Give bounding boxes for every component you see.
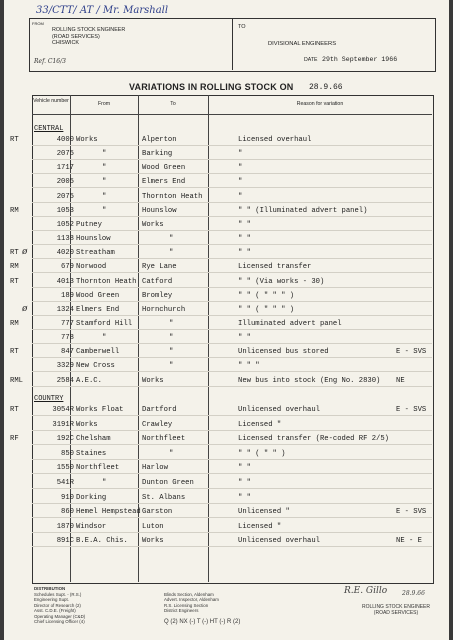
cell-reason: " " (238, 334, 251, 343)
cell-to: Works (142, 220, 164, 229)
cell-reason: " " ( " " ) (238, 449, 286, 458)
cell-from: Windsor (76, 522, 107, 531)
cell-reason: " " ( " " " ) (238, 305, 295, 314)
cell-num: 850 (61, 449, 74, 458)
cell-reason: " (238, 164, 243, 173)
distribution-list-secondary: Blinds Section, Aldenham Advert. Inspector, Aldenham R.S. Licensing Section District Engineers (164, 592, 219, 614)
cell-reason: Licensed " (238, 522, 282, 531)
cell-from: " (102, 334, 107, 343)
cell-num: 4013 (56, 277, 74, 286)
col-vehicle-number: Vehicle number (33, 98, 69, 104)
cell-reason: " " (238, 464, 251, 473)
cell-num: 3191R (52, 420, 74, 429)
cell-to: Luton (142, 522, 164, 531)
cell-num: 1550 (56, 464, 74, 473)
cell-code: RF (10, 435, 19, 444)
cell-reason: " (238, 150, 243, 159)
cell-num: 910 (61, 493, 74, 502)
cell-from: " (102, 479, 107, 487)
cell-from: Hounslow (76, 235, 111, 244)
cell-code: RM (10, 319, 19, 328)
cell-reason: " " (238, 479, 251, 487)
cell-to: Northfleet (142, 435, 186, 444)
cell-to: Harlow (142, 464, 168, 473)
cell-right: NE (396, 376, 405, 385)
signature-date: 28.9.66 (402, 590, 425, 597)
cell-to: " (169, 319, 174, 328)
cell-to: Crawley (142, 420, 173, 429)
col-from: From (97, 101, 111, 107)
cell-reason: Illuminated advert panel (238, 319, 342, 328)
cell-num: 1052 (56, 220, 74, 229)
cell-from: Thornton Heath (76, 277, 137, 286)
signoff-block: ROLLING STOCK ENGINEER (ROAD SERVICES) (362, 604, 430, 616)
cell-from: Stamford Hill (76, 319, 133, 328)
cell-reason: New bus into stock (Eng No. 2830) (238, 376, 381, 385)
cell-to: Works (142, 376, 164, 385)
cell-to: Dunton Green (142, 479, 194, 487)
cell-reason: " " (Via works - 30) (238, 277, 325, 286)
cell-num: 2075 (56, 192, 74, 201)
cell-from: Works Float (76, 406, 124, 414)
cell-to: Elmers End (142, 178, 186, 187)
date-label: DATE (304, 57, 318, 63)
cell-to: Alperton (142, 136, 177, 144)
margin-mark: ø (22, 303, 28, 314)
cell-reason: Unlicensed overhaul (238, 537, 320, 546)
distribution-list: Schedules Supt. - (R.S.) Engineering Supt. Director of Research (2) Asst. C.D.E. (Freight) Operating Manager (C&D) Chief Licensing Officer (4) (34, 592, 86, 625)
cell-to: " (169, 362, 174, 371)
cell-right: E - SVS (396, 508, 427, 517)
cell-reason: Unlicensed overhaul (238, 406, 320, 414)
col-to: To (170, 101, 176, 107)
cell-right: E - SVS (396, 348, 427, 357)
cell-num: 1324 (56, 305, 74, 314)
cell-from: Hemel Hempstead (76, 508, 141, 517)
reference-number: Ref. C16/3 (34, 58, 66, 65)
cell-to: " (169, 348, 174, 357)
cell-num: 541R (56, 479, 74, 487)
cell-num: 4020 (56, 249, 74, 258)
cell-from: Wood Green (76, 291, 120, 300)
cell-num: 2005 (56, 178, 74, 187)
col-reason: Reason for variation (296, 101, 344, 107)
cell-from: Camberwell (76, 348, 120, 357)
cell-to: Works (142, 537, 164, 546)
cell-reason: " " (238, 235, 251, 244)
cell-to: Rye Lane (142, 263, 177, 272)
cell-reason: " " ( " " " ) (238, 291, 295, 300)
cell-reason: Licensed transfer (238, 263, 312, 272)
cell-reason: " (238, 178, 243, 187)
cell-from: Streatham (76, 249, 115, 258)
cell-code: RT (10, 348, 19, 357)
cell-reason: " (238, 192, 243, 201)
cell-reason: Unlicensed " (238, 508, 290, 517)
cell-num: 192C (56, 435, 74, 444)
cell-from: Works (76, 420, 98, 429)
distribution-codes: Q (2) NX (-) T (-) HT (-) R (2) (164, 619, 241, 625)
date-value: 29th September 1966 (322, 56, 398, 63)
cell-to: Bromley (142, 291, 173, 300)
cell-num: 891C (56, 537, 74, 546)
cell-from: Staines (76, 449, 107, 458)
cell-to: Hornchurch (142, 305, 186, 314)
cell-num: 679 (61, 263, 74, 272)
cell-to: " (169, 235, 174, 244)
cell-reason: " " (Illuminated advert panel) (238, 206, 368, 215)
cell-reason: Unlicensed bus stored (238, 348, 329, 357)
cell-reason: Licensed overhaul (238, 136, 312, 144)
cell-to: " (169, 449, 174, 458)
cell-code: RT (10, 136, 19, 144)
cell-from: Chelsham (76, 435, 111, 444)
cell-num: 1053 (56, 206, 74, 215)
cell-to: Dartford (142, 406, 177, 414)
page-title: VARIATIONS IN ROLLING STOCK ON (129, 82, 294, 92)
section-heading: COUNTRY (34, 395, 64, 403)
cell-reason: Licensed transfer (Re-coded RF 2/5) (238, 435, 389, 444)
cell-to: " (169, 249, 174, 258)
cell-num: 189 (61, 291, 74, 300)
cell-num: 777 (61, 319, 74, 328)
margin-mark: ø (22, 247, 28, 258)
cell-reason: " " (238, 249, 251, 258)
cell-from: Norwood (76, 263, 107, 272)
cell-to: St. Albans (142, 493, 186, 502)
document-sheet (4, 0, 449, 640)
from-address: ROLLING STOCK ENGINEER (ROAD SERVICES) CHISWICK (52, 27, 126, 47)
cell-num: 778 (61, 334, 74, 343)
handwritten-reference: 33/CTT/ AT / Mr. Marshall (36, 5, 169, 16)
cell-code: RT (10, 277, 19, 286)
cell-code: RM (10, 206, 19, 215)
cell-num: 2584 (56, 376, 74, 385)
cell-from: New Cross (76, 362, 115, 371)
cell-code: RT (10, 406, 19, 414)
cell-from: Putney (76, 220, 102, 229)
cell-to: Thornton Heath (142, 192, 203, 201)
cell-num: 1138 (56, 235, 74, 244)
cell-to: Garston (142, 508, 173, 517)
signature: R.E. Gillo (344, 586, 388, 596)
cell-from: Dorking (76, 493, 107, 502)
cell-from: Works (76, 136, 98, 144)
to-label: TO (238, 24, 246, 30)
cell-num: 3054R (52, 406, 74, 414)
cell-code: RM (10, 263, 19, 272)
cell-to: " (169, 334, 174, 343)
cell-right: NE - E (396, 537, 422, 546)
cell-to: Wood Green (142, 164, 186, 173)
cell-from: A.E.C. (76, 376, 102, 385)
cell-from: Northfleet (76, 464, 120, 473)
section-heading: CENTRAL (34, 125, 64, 133)
distribution-title: DISTRIBUTION (34, 586, 66, 591)
cell-code: RML (10, 376, 23, 385)
cell-from: " (102, 150, 107, 159)
cell-from: B.E.A. Chis. (76, 537, 128, 546)
cell-from: " (102, 164, 107, 173)
cell-to: Barking (142, 150, 173, 159)
cell-to: Hounslow (142, 206, 177, 215)
cell-reason: " " (238, 493, 251, 502)
cell-from: Elmers End (76, 305, 120, 314)
cell-from: " (102, 192, 107, 201)
cell-num: 2075 (56, 150, 74, 159)
title-date: 28.9.66 (309, 83, 343, 92)
cell-code: RT (10, 249, 19, 258)
cell-num: 4000 (56, 136, 74, 144)
to-value: DIVISIONAL ENGINEERS (268, 41, 337, 47)
from-label: FROM (32, 21, 44, 26)
cell-right: E - SVS (396, 406, 427, 414)
cell-from: " (102, 178, 107, 187)
cell-from: " (102, 206, 107, 215)
cell-to: Catford (142, 277, 173, 286)
cell-num: 3329 (56, 362, 74, 371)
cell-num: 1870 (56, 522, 74, 531)
cell-num: 847 (61, 348, 74, 357)
cell-reason: Licensed " (238, 420, 282, 429)
cell-num: 860 (61, 508, 74, 517)
cell-reason: " " (238, 220, 251, 229)
cell-num: 1717 (56, 164, 74, 173)
cell-reason: " " " (238, 362, 260, 371)
